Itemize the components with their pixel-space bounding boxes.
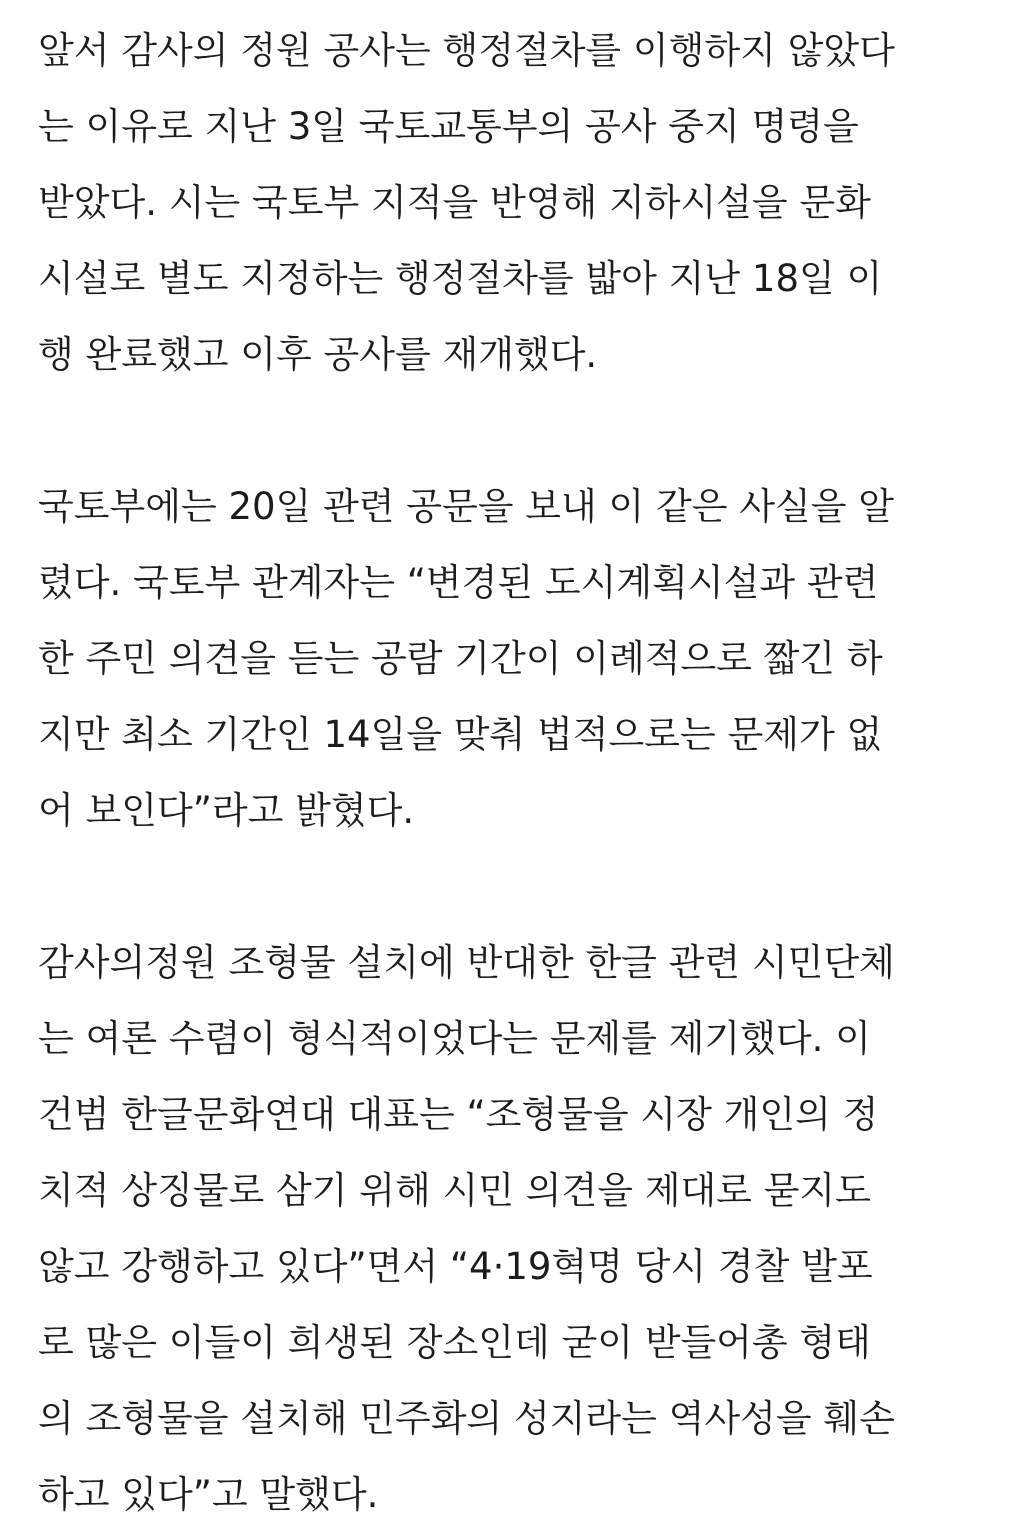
text-line: 로 많은 이들이 희생된 장소인데 굳이 받들어총 형태: [38, 1321, 871, 1364]
text-line: 치적 상징물로 삼기 위해 시민 의견을 제대로 묻지도: [38, 1169, 871, 1212]
text-line: 한 주민 의견을 듣는 공람 기간이 이례적으로 짧긴 하: [38, 637, 883, 680]
text-line: 앞서 감사의 정원 공사는 행정절차를 이행하지 않았다: [38, 29, 895, 72]
text-line: 않고 강행하고 있다”면서 “4·19혁명 당시 경찰 발포: [38, 1245, 873, 1288]
text-line: 지만 최소 기간인 14일을 맞춰 법적으로는 문제가 없: [38, 713, 883, 756]
text-line: 감사의정원 조형물 설치에 반대한 한글 관련 시민단체: [38, 941, 895, 984]
text-line: 어 보인다”라고 밝혔다.: [38, 789, 415, 832]
article-body: [38, 13, 988, 1533]
paragraph: [38, 469, 988, 849]
text-line: 의 조형물을 설치해 민주화의 성지라는 역사성을 훼손: [38, 1397, 895, 1440]
text-line: 렸다. 국토부 관계자는 “변경된 도시계획시설과 관련: [38, 561, 879, 604]
text-line: 국토부에는 20일 관련 공문을 보내 이 같은 사실을 알: [38, 485, 895, 528]
paragraph: [38, 13, 988, 393]
text-line: 하고 있다”고 말했다.: [38, 1473, 379, 1516]
text-line: 행 완료했고 이후 공사를 재개했다.: [38, 333, 598, 376]
paragraph: [38, 925, 988, 1533]
text-line: 받았다. 시는 국토부 지적을 반영해 지하시설을 문화: [38, 181, 871, 224]
text-line: 는 이유로 지난 3일 국토교통부의 공사 중지 명령을: [38, 105, 859, 148]
text-line: 시설로 별도 지정하는 행정절차를 밟아 지난 18일 이: [38, 257, 883, 300]
text-line: 건범 한글문화연대 대표는 “조형물을 시장 개인의 정: [38, 1093, 879, 1136]
text-line: 는 여론 수렴이 형식적이었다는 문제를 제기했다. 이: [38, 1017, 871, 1060]
